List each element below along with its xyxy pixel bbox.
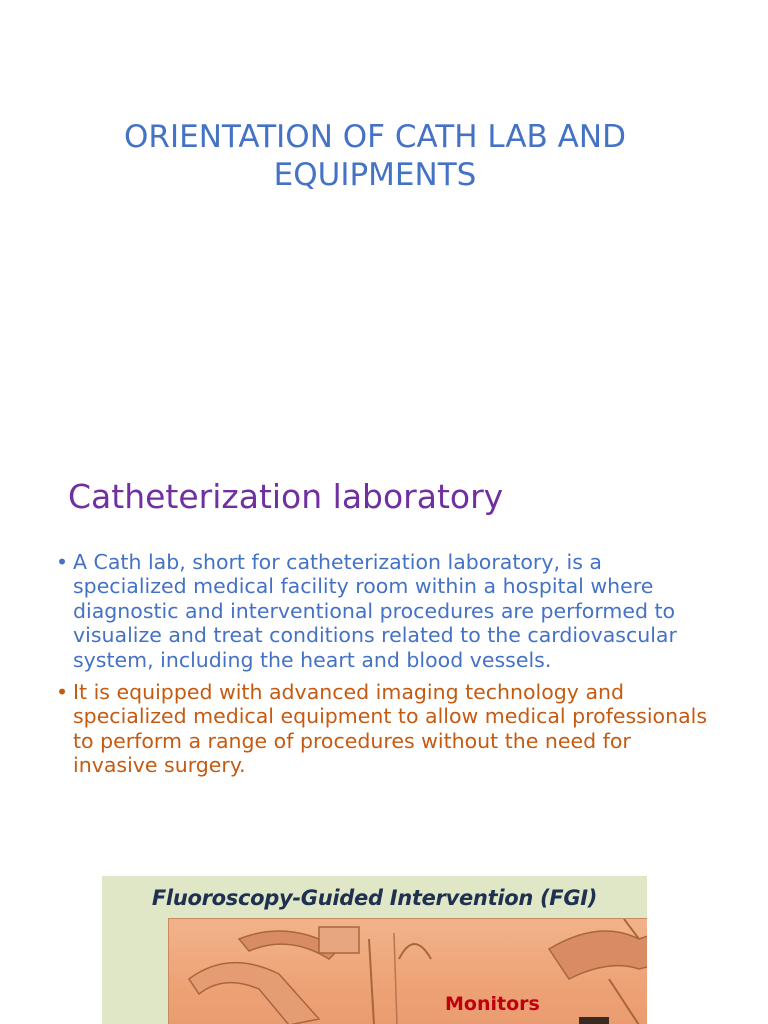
bullet-marker: • [56,680,69,705]
cath-lab-photo [168,918,647,1024]
bullet-text: It is equipped with advanced imaging technology and specialized medical equipment to allow medical professionals to perform a range of procedures without the need for invasive surgery. [73,680,708,778]
equipment-illustration [169,919,647,1024]
bullet-text: A Cath lab, short for catheterization laboratory, is a specialized medical facility room within a hospital where diagnostic and interventional procedures are performed to visualize and treat conditions related to the cardiovascular system, including the heart and blood vessels. [73,550,677,672]
bullet-item [56,680,716,778]
monitors-label: Monitors [445,993,540,1015]
bullet-item [56,550,716,672]
figure-caption: Fluoroscopy-Guided Intervention (FGI) [151,886,598,910]
bullet-marker: • [56,550,69,574]
fgi-figure [102,876,647,1024]
slide-title: ORIENTATION OF CATH LAB AND EQUIPMENTS [124,119,626,193]
section-heading: Catheterization laboratory [68,477,504,516]
bullet-list [56,550,716,778]
